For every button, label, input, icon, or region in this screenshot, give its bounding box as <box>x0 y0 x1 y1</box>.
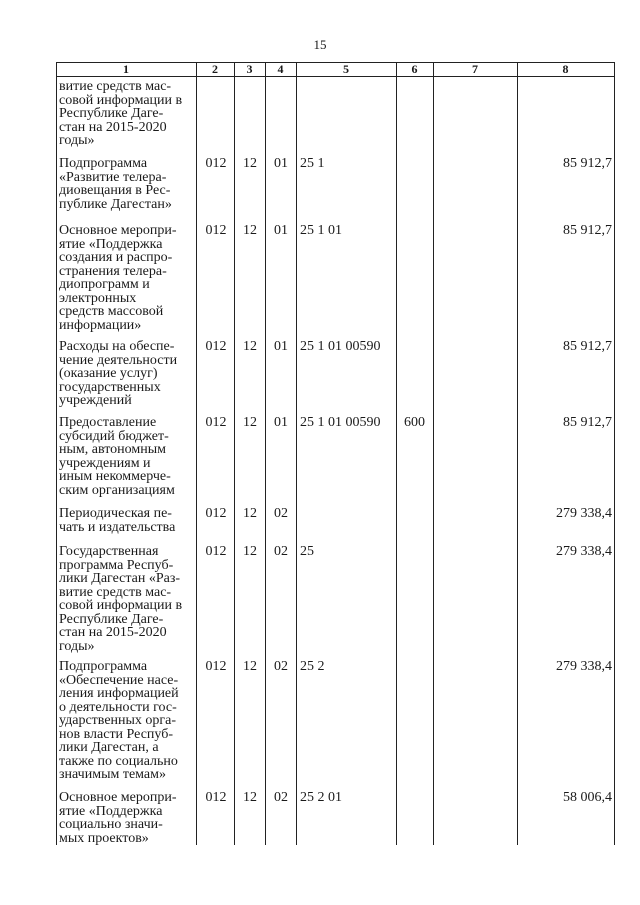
ministry-code: 012 <box>205 659 227 674</box>
column-divider <box>296 62 297 845</box>
name-line: электронных <box>59 290 137 306</box>
name-line: Основное меропри- <box>59 790 177 805</box>
row-name <box>59 157 196 211</box>
name-line: ятие «Поддержка <box>59 803 163 819</box>
ministry-code: 012 <box>205 544 227 559</box>
target-article-code: 25 1 01 <box>300 223 342 238</box>
subsection-code: 02 <box>274 659 288 674</box>
name-line: (оказание услуг) <box>59 366 158 381</box>
section-code: 12 <box>243 544 257 559</box>
name-line: Подпрограмма <box>59 156 148 171</box>
section-code: 12 <box>243 790 257 805</box>
name-line: программа Респуб- <box>59 557 174 573</box>
name-line: государственных <box>59 379 161 395</box>
name-line: совой информации в <box>59 92 183 108</box>
name-line: ным, автономным <box>59 442 167 457</box>
name-line: иным некоммерче- <box>59 469 171 484</box>
ministry-code: 012 <box>205 156 227 171</box>
subsection-code: 02 <box>274 544 288 559</box>
ministry-code: 012 <box>205 506 227 521</box>
column-header: 2 <box>212 62 218 76</box>
name-line: мых проектов» <box>59 830 149 846</box>
name-line: ления информацией <box>59 686 179 701</box>
name-line: «Развитие телера- <box>59 169 167 185</box>
subsection-code: 02 <box>274 790 288 805</box>
row-name <box>59 660 196 782</box>
name-line: лики Дагестан, а <box>59 740 159 755</box>
name-line: учреждений <box>59 393 132 408</box>
name-line: лики Дагестан «Раз- <box>59 571 181 586</box>
name-line: ударственных орга- <box>59 713 177 728</box>
column-divider <box>265 62 266 845</box>
target-article-code: 25 1 01 00590 <box>300 415 381 430</box>
row-name <box>59 545 196 653</box>
name-line: субсидий бюджет- <box>59 428 169 444</box>
table-header-border <box>56 76 614 77</box>
column-header: 8 <box>562 62 569 76</box>
section-code: 12 <box>243 659 257 674</box>
column-divider <box>196 62 197 845</box>
section-code: 12 <box>243 156 257 171</box>
subsection-code: 01 <box>274 223 288 238</box>
name-line: стан на 2015-2020 <box>59 119 167 135</box>
column-divider <box>614 62 615 845</box>
amount: 85 912,7 <box>563 156 612 171</box>
ministry-code: 012 <box>205 339 227 354</box>
section-code: 12 <box>243 223 257 238</box>
name-line: также по социально <box>59 753 178 769</box>
ministry-code: 012 <box>205 223 227 238</box>
column-header: 7 <box>472 62 478 76</box>
name-line: о деятельности гос- <box>59 699 177 715</box>
name-line: ским организациям <box>59 482 175 498</box>
name-line: совой информации в <box>59 598 183 613</box>
name-line: Государственная <box>59 544 159 559</box>
amount: 58 006,4 <box>563 790 612 805</box>
column-header: 6 <box>411 62 418 76</box>
name-line: витие средств мас- <box>59 79 172 94</box>
section-code: 12 <box>243 506 257 521</box>
row-name <box>59 416 196 497</box>
name-line: Подпрограмма <box>59 659 148 674</box>
column-header: 4 <box>277 62 284 76</box>
name-line: Предоставление <box>59 415 157 430</box>
expense-type-code: 600 <box>404 415 425 430</box>
name-line: учреждениям и <box>59 455 151 471</box>
column-divider <box>396 62 397 845</box>
name-line: годы» <box>59 638 95 654</box>
page-number: 15 <box>313 37 327 52</box>
name-line: ятие «Поддержка <box>59 236 163 252</box>
section-code: 12 <box>243 339 257 354</box>
target-article-code: 25 1 <box>300 156 325 171</box>
row-name <box>59 340 196 408</box>
column-divider <box>56 62 57 845</box>
name-line: «Обеспечение насе- <box>59 672 179 688</box>
name-line: Основное меропри- <box>59 223 177 238</box>
subsection-code: 01 <box>274 415 288 430</box>
row-name <box>59 224 196 332</box>
name-line: средств массовой <box>59 304 164 319</box>
amount: 279 338,4 <box>556 544 612 559</box>
target-article-code: 25 <box>300 544 314 559</box>
ministry-code: 012 <box>205 790 227 805</box>
row-name <box>59 791 196 845</box>
name-line: витие средств мас- <box>59 584 172 600</box>
name-line: Расходы на обеспе- <box>59 339 175 354</box>
subsection-code: 01 <box>274 339 288 354</box>
name-line: значимым темам» <box>59 767 167 782</box>
name-line: создания и распро- <box>59 250 173 265</box>
name-line: нов власти Респуб- <box>59 726 174 742</box>
subsection-code: 02 <box>274 506 288 521</box>
ministry-code: 012 <box>205 415 227 430</box>
amount: 279 338,4 <box>556 659 612 674</box>
name-line: публике Дагестан» <box>59 196 172 212</box>
column-divider <box>517 62 518 845</box>
amount: 85 912,7 <box>563 339 612 354</box>
name-line: диовещания в Рес- <box>59 183 171 198</box>
row-name <box>59 80 196 148</box>
row-name <box>59 507 196 534</box>
name-line: чать и издательства <box>59 519 176 535</box>
name-line: годы» <box>59 133 95 148</box>
section-code: 12 <box>243 415 257 430</box>
column-header: 5 <box>343 62 349 76</box>
target-article-code: 25 1 01 00590 <box>300 339 381 354</box>
amount: 85 912,7 <box>563 415 612 430</box>
name-line: социально значи- <box>59 817 163 832</box>
name-line: информации» <box>59 317 142 333</box>
name-line: Республике Даге- <box>59 611 164 627</box>
name-line: стан на 2015-2020 <box>59 625 167 640</box>
amount: 85 912,7 <box>563 223 612 238</box>
name-line: Периодическая пе- <box>59 506 172 521</box>
subsection-code: 01 <box>274 156 288 171</box>
amount: 279 338,4 <box>556 506 612 521</box>
name-line: странения телера- <box>59 263 167 279</box>
name-line: диопрограмм и <box>59 277 150 292</box>
target-article-code: 25 2 <box>300 659 325 674</box>
column-header: 3 <box>246 62 253 76</box>
column-divider <box>234 62 235 845</box>
column-divider <box>433 62 434 845</box>
name-line: Республике Даге- <box>59 106 164 121</box>
column-header: 1 <box>123 62 129 76</box>
name-line: чение деятельности <box>59 352 178 368</box>
target-article-code: 25 2 01 <box>300 790 342 805</box>
